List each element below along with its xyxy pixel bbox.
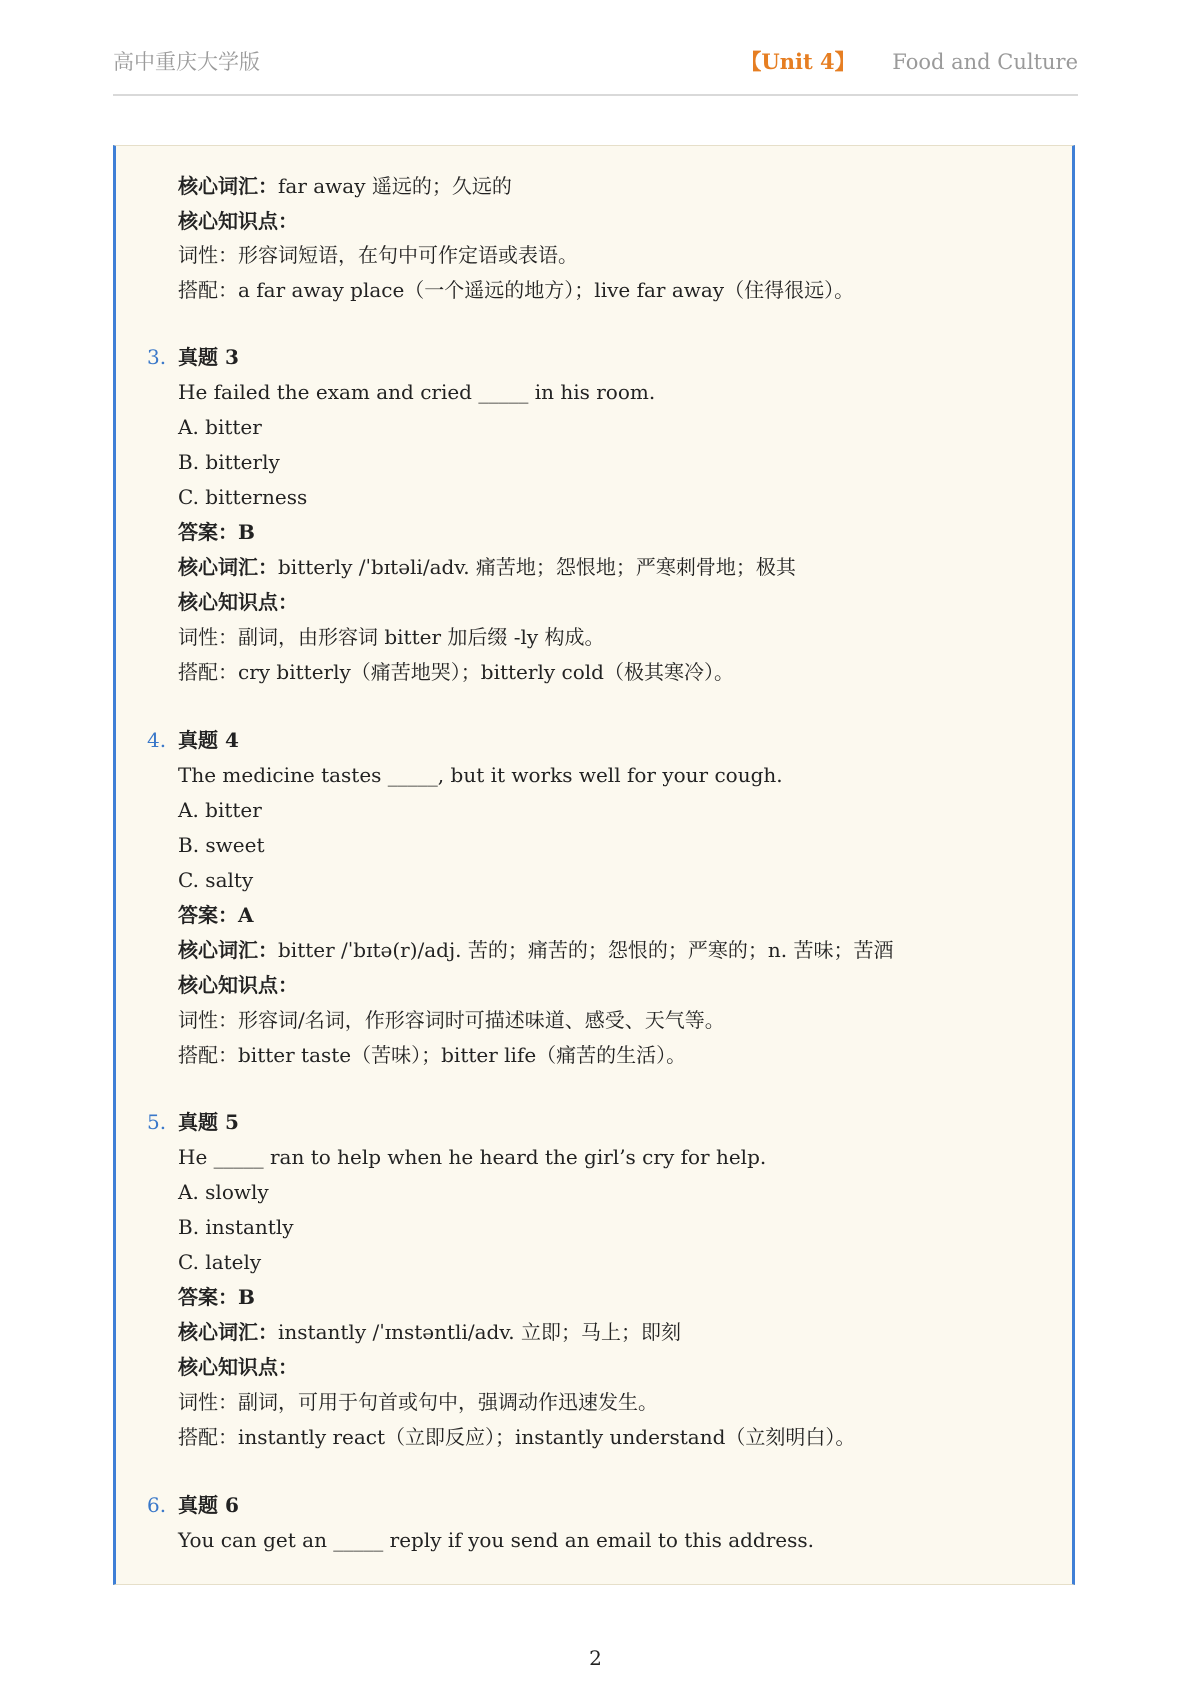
q3-option-b: B. bitterly — [178, 450, 280, 474]
q5-pos-line — [178, 1388, 658, 1416]
pos-text: 形容词短语，在句中可作定语或表语。 — [238, 243, 578, 267]
q3-question: He failed the exam and cried _____ in his room. — [178, 380, 656, 404]
q4-option-a: A. bitter — [178, 798, 262, 822]
q4-vocab-line — [178, 936, 893, 964]
content-panel — [113, 145, 1075, 1585]
q5-option-b: B. instantly — [178, 1215, 294, 1239]
unit-title: Food and Culture — [892, 50, 1078, 74]
pos-label: 词性： — [178, 625, 238, 649]
pos-label: 词性： — [178, 1390, 238, 1414]
pos-text: 形容词/名词，作形容词时可描述味道、感受、天气等。 — [238, 1008, 725, 1032]
vocab-text: bitter /ˈbɪtə(r)/adj. 苦的；痛苦的；怨恨的；严寒的；n. 苦味；苦酒 — [278, 938, 894, 962]
vocab-text: far away 遥远的；久远的 — [278, 174, 512, 198]
q5-number: 5. — [147, 1110, 167, 1134]
q4-title: 真题 4 — [178, 728, 239, 752]
vocab-text: bitterly /ˈbɪtəli/adv. 痛苦地；怨恨地；严寒刺骨地；极其 — [278, 555, 796, 579]
colloc-label: 搭配： — [178, 278, 238, 302]
prev-colloc-line — [178, 276, 854, 304]
page-number: 2 — [589, 1646, 602, 1670]
q5-question: He _____ ran to help when he heard the girl’s cry for help. — [178, 1145, 767, 1169]
pos-label: 词性： — [178, 1008, 238, 1032]
q4-pos-line — [178, 1006, 725, 1034]
q3-pos-line — [178, 623, 605, 651]
colloc-text: a far away place（一个遥远的地方）；live far away（住得很远）。 — [238, 278, 855, 302]
q5-option-a: A. slowly — [178, 1180, 269, 1204]
q5-title: 真题 5 — [178, 1110, 239, 1134]
vocab-text: instantly /ˈɪnstəntli/adv. 立即；马上；即刻 — [278, 1320, 681, 1344]
q3-option-c: C. bitterness — [178, 485, 308, 509]
q4-colloc-line — [178, 1041, 686, 1069]
vocab-label: 核心词汇： — [178, 555, 278, 579]
header-right — [740, 46, 1078, 76]
q4-kp-label: 核心知识点： — [178, 973, 298, 997]
q4-option-b: B. sweet — [178, 833, 265, 857]
q5-option-c: C. lately — [178, 1250, 262, 1274]
vocab-label: 核心词汇： — [178, 938, 278, 962]
prev-kp-label: 核心知识点： — [178, 209, 298, 233]
q6-title: 真题 6 — [178, 1493, 239, 1517]
answer-label: 答案： — [178, 903, 238, 927]
pos-text: 副词，可用于句首或句中，强调动作迅速发生。 — [238, 1390, 658, 1414]
colloc-label: 搭配： — [178, 1043, 238, 1067]
prev-vocab-line — [178, 172, 512, 200]
colloc-text: instantly react（立即反应）；instantly understand（立刻明白）。 — [238, 1425, 856, 1449]
q6-number: 6. — [147, 1493, 167, 1517]
pos-label: 词性： — [178, 243, 238, 267]
colloc-text: bitter taste（苦味）；bitter life（痛苦的生活）。 — [238, 1043, 687, 1067]
q5-colloc-line — [178, 1423, 855, 1451]
pos-text: 副词，由形容词 bitter 加后缀 -ly 构成。 — [238, 625, 605, 649]
answer-label: 答案： — [178, 1285, 238, 1309]
answer-label: 答案： — [178, 520, 238, 544]
q5-answer — [178, 1283, 255, 1311]
colloc-label: 搭配： — [178, 660, 238, 684]
q3-vocab-line — [178, 553, 796, 581]
answer-value: A — [238, 903, 254, 927]
q3-number: 3. — [147, 345, 167, 369]
q3-title: 真题 3 — [178, 345, 239, 369]
unit-badge: 【Unit 4】 — [740, 49, 856, 74]
colloc-text: cry bitterly（痛苦地哭）；bitterly cold（极其寒冷）。 — [238, 660, 734, 684]
answer-value: B — [238, 1285, 255, 1309]
answer-value: B — [238, 520, 255, 544]
colloc-label: 搭配： — [178, 1425, 238, 1449]
q4-question: The medicine tastes _____, but it works well for your cough. — [178, 763, 783, 787]
q5-kp-label: 核心知识点： — [178, 1355, 298, 1379]
q3-colloc-line — [178, 658, 734, 686]
q4-option-c: C. salty — [178, 868, 254, 892]
q4-number: 4. — [147, 728, 167, 752]
header-divider — [113, 94, 1078, 96]
prev-pos-line — [178, 241, 578, 269]
vocab-label: 核心词汇： — [178, 174, 278, 198]
vocab-label: 核心词汇： — [178, 1320, 278, 1344]
q3-option-a: A. bitter — [178, 415, 262, 439]
header-left-title: 高中重庆大学版 — [113, 50, 260, 74]
q3-answer — [178, 518, 255, 546]
q4-answer — [178, 901, 254, 929]
q5-vocab-line — [178, 1318, 681, 1346]
q6-question: You can get an _____ reply if you send an email to this address. — [178, 1528, 815, 1552]
q3-kp-label: 核心知识点： — [178, 590, 298, 614]
